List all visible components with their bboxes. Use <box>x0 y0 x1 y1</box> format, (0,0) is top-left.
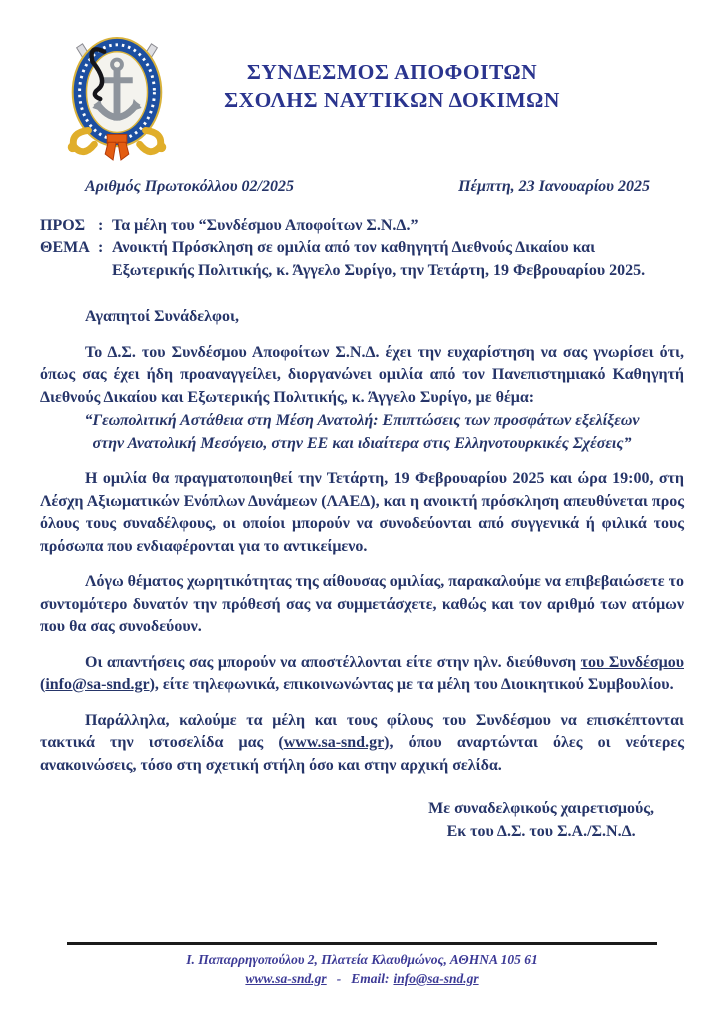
subject-line2: Εξωτερικής Πολιτικής, κ. Άγγελο Συρίγο, την Τετάρτη, 19 Φεβρουαρίου 2025. <box>112 261 646 279</box>
recipient-text: Τα μέλη του “Συνδέσμου Αποφοίτων Σ.Ν.Δ.” <box>112 216 419 234</box>
letter-date: Πέμπτη, 23 Ιανουαρίου 2025 <box>458 178 650 195</box>
contact-text-pre: Οι απαντήσεις σας μπορούν να αποστέλλονται είτε στην ηλν. διεύθυνση <box>85 653 581 671</box>
subject-label: ΘΕΜΑ <box>40 239 90 256</box>
contact-email-link[interactable]: info@sa-snd.gr <box>45 676 150 693</box>
page-footer <box>0 942 724 988</box>
footer-separator: - <box>336 971 342 986</box>
lecture-title-line2: στην Ανατολική Μεσόγειο, στην ΕΕ και ιδιαίτερα στις Ελληνοτουρκικές Σχέσεις” <box>92 434 632 452</box>
letterhead <box>0 0 724 162</box>
letter-content <box>40 176 684 843</box>
website-link[interactable]: www.sa-snd.gr <box>283 734 385 751</box>
paragraph-contact <box>40 652 684 697</box>
footer-text <box>0 950 724 988</box>
footer-email-label: Email: <box>351 971 390 986</box>
org-title <box>60 58 724 114</box>
meta-row <box>40 176 684 199</box>
recipient-row <box>40 215 684 238</box>
subject-text <box>112 237 684 282</box>
org-title-line2: ΣΧΟΛΗΣ ΝΑΥΤΙΚΩΝ ΔΟΚΙΜΩΝ <box>224 88 560 112</box>
closing-block <box>428 798 654 843</box>
paragraph-rsvp-request: Λόγω θέματος χωρητικότητας της αίθουσας ομιλίας, παρακαλούμε να επιβεβαιώσετε το συντομότερο δυνατόν την πρόθεσή σας να συμμετάσχετε, καθώς και τον αριθμό των ατόμων που θα σας συνοδεύουν. <box>40 573 684 635</box>
paragraph-announcement: Το Δ.Σ. του Συνδέσμου Αποφοίτων Σ.Ν.Δ. έχει την ευχαρίστηση να σας γνωρίσει ότι, όπως σας έχει ήδη προαναγγείλει, διοργανώνει ομιλία από τον Πανεπιστημιακό Καθηγητή Διεθνούς Δικαίου και Εξωτερικής Πολιτικής, κ. Άγγελο Συρίγο, με θέμα: <box>40 343 684 406</box>
recipient-subject-block <box>40 215 684 283</box>
closing-salute: Με συναδελφικούς χαιρετισμούς, <box>428 800 654 817</box>
footer-links-line <box>0 969 724 988</box>
subject-row <box>40 237 684 282</box>
subject-colon: : <box>98 239 104 256</box>
website-text-post: ), όπου αναρτώνται όλες οι νεότερες ανακοινώσεις, τόσο στη σχετική στήλη όσο και στην αρχική σελίδα. <box>40 734 684 774</box>
contact-text-mid: ( <box>40 676 46 693</box>
contact-text-post: ), είτε τηλεφωνικά, επικοινωνώντας με τα μέλη του Διοικητικού Συμβουλίου. <box>149 676 674 693</box>
closing-signatory: Εκ του Δ.Σ. του Σ.Α./Σ.Ν.Δ. <box>446 822 636 840</box>
protocol-number: Αριθμός Πρωτοκόλλου 02/2025 <box>85 178 294 195</box>
subject-line1: Ανοικτή Πρόσκληση σε ομιλία από τον καθηγητή Διεθνούς Δικαίου και <box>112 239 596 256</box>
salutation: Αγαπητοί Συνάδελφοι, <box>85 308 239 325</box>
lecture-title-quote <box>58 410 666 455</box>
footer-divider <box>67 942 657 945</box>
lecture-title-line1: “Γεωπολιτική Αστάθεια στη Μέση Ανατολή: Επιπτώσεις των προσφάτων εξελίξεων <box>84 412 640 429</box>
association-link[interactable]: του Συνδέσμου <box>580 653 685 671</box>
paragraph-website <box>40 710 684 778</box>
footer-website-link[interactable]: www.sa-snd.gr <box>245 971 327 986</box>
paragraph-event-details: Η ομιλία θα πραγματοποιηθεί την Τετάρτη, 19 Φεβρουαρίου 2025 και ώρα 19:00, στη Λέσχη Αξιωματικών Ενόπλων Δυνάμεων (ΛΑΕΔ), και η ανοικτή πρόσκληση απευθύνεται προς όλους τους συναδέλφους, οι οποίοι μπορούν να συνοδεύονται από συγγενικά ή φιλικά τους πρόσωπα που ενδιαφέρονται για το αντικείμενο. <box>40 470 684 555</box>
recipient-colon: : <box>98 216 104 234</box>
footer-address: Ι. Παπαρρηγοπούλου 2, Πλατεία Κλαυθμώνος, ΑΘΗΝΑ 105 61 <box>186 952 538 967</box>
org-title-line1: ΣΥΝΔΕΣΜΟΣ ΑΠΟΦΟΙΤΩΝ <box>246 60 538 84</box>
website-text-pre: Παράλληλα, καλούμε τα μέλη και τους φίλους του Συνδέσμου να επισκέπτονται τακτικά την ιστοσελίδα μας ( <box>40 711 684 751</box>
footer-email-link[interactable]: info@sa-snd.gr <box>393 971 479 986</box>
recipient-label: ΠΡΟΣ <box>40 216 86 234</box>
